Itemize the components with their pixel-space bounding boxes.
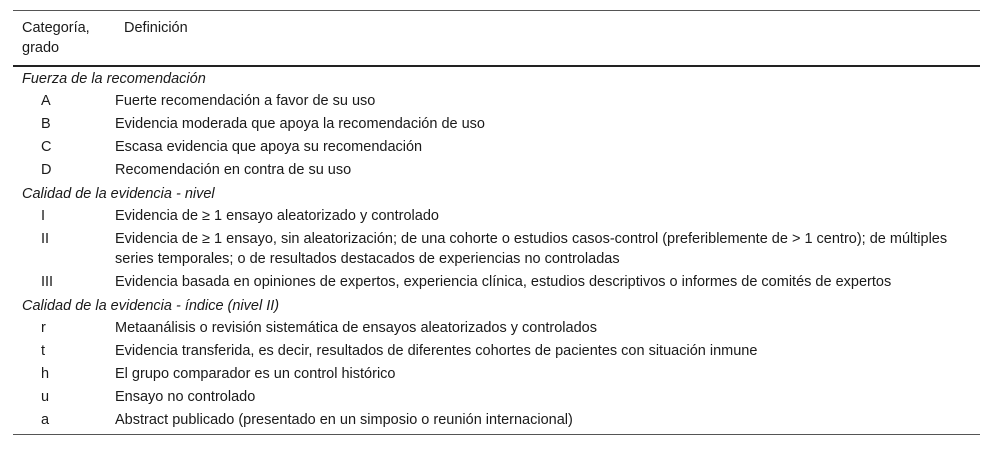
section-header-row	[13, 182, 980, 205]
grade-cell: A	[41, 93, 51, 109]
evidence-grading-table	[13, 10, 980, 435]
table-row	[13, 159, 980, 182]
grade-cell: h	[41, 366, 50, 382]
definition-cell: Escasa evidencia que apoya su recomendación	[115, 139, 423, 155]
definition-cell: Evidencia moderada que apoya la recomendación de uso	[115, 116, 485, 132]
definition-cell: Recomendación en contra de su uso	[115, 162, 352, 178]
grade-cell: r	[41, 320, 46, 336]
grade-cell: t	[41, 343, 46, 359]
header-definition: Definición	[115, 11, 980, 66]
definition-cell: Evidencia de ≥ 1 ensayo, sin aleatorización; de una cohorte o estudios casos-control (preferiblemente de > 1 centro); de múltiples series temporales; o de resultados destacados de experiencias no controladas	[115, 231, 948, 267]
table-row	[13, 90, 980, 113]
definition-cell: El grupo comparador es un control histórico	[115, 366, 396, 382]
grade-cell: C	[41, 139, 52, 155]
grade-cell: I	[41, 208, 46, 224]
table-header-row	[13, 11, 980, 66]
table-row	[13, 271, 980, 294]
grade-cell: a	[13, 409, 115, 435]
table-row	[13, 317, 980, 340]
table-row	[13, 228, 980, 271]
definition-cell: Fuerte recomendación a favor de su uso	[115, 93, 376, 109]
section-title: Calidad de la evidencia - nivel	[22, 186, 215, 202]
header-category: Categoría, grado	[13, 11, 115, 66]
section-title: Calidad de la evidencia - índice (nivel II)	[22, 298, 280, 314]
table-row	[13, 113, 980, 136]
section-header-row	[13, 294, 980, 317]
table-row	[13, 386, 980, 409]
definition-cell: Ensayo no controlado	[115, 389, 256, 405]
table-row	[13, 340, 980, 363]
evidence-grading-table-container	[13, 10, 980, 435]
section-header-row	[13, 67, 980, 91]
grade-cell: III	[41, 274, 54, 290]
definition-cell: Evidencia transferida, es decir, resultados de diferentes cohortes de pacientes con situación inmune	[115, 343, 758, 359]
table-row	[13, 205, 980, 228]
section-title: Fuerza de la recomendación	[22, 71, 206, 87]
grade-cell: II	[41, 231, 50, 247]
definition-cell: Abstract publicado (presentado en un simposio o reunión internacional)	[115, 409, 980, 435]
grade-cell: D	[41, 162, 52, 178]
grade-cell: B	[41, 116, 51, 132]
definition-cell: Metaanálisis o revisión sistemática de ensayos aleatorizados y controlados	[115, 320, 597, 336]
table-row	[13, 136, 980, 159]
definition-cell: Evidencia de ≥ 1 ensayo aleatorizado y controlado	[115, 208, 439, 224]
table-row	[13, 409, 980, 435]
definition-cell: Evidencia basada en opiniones de expertos, experiencia clínica, estudios descriptivos o informes de comités de expertos	[115, 274, 892, 290]
table-row	[13, 363, 980, 386]
table-body	[13, 67, 980, 435]
grade-cell: u	[41, 389, 50, 405]
